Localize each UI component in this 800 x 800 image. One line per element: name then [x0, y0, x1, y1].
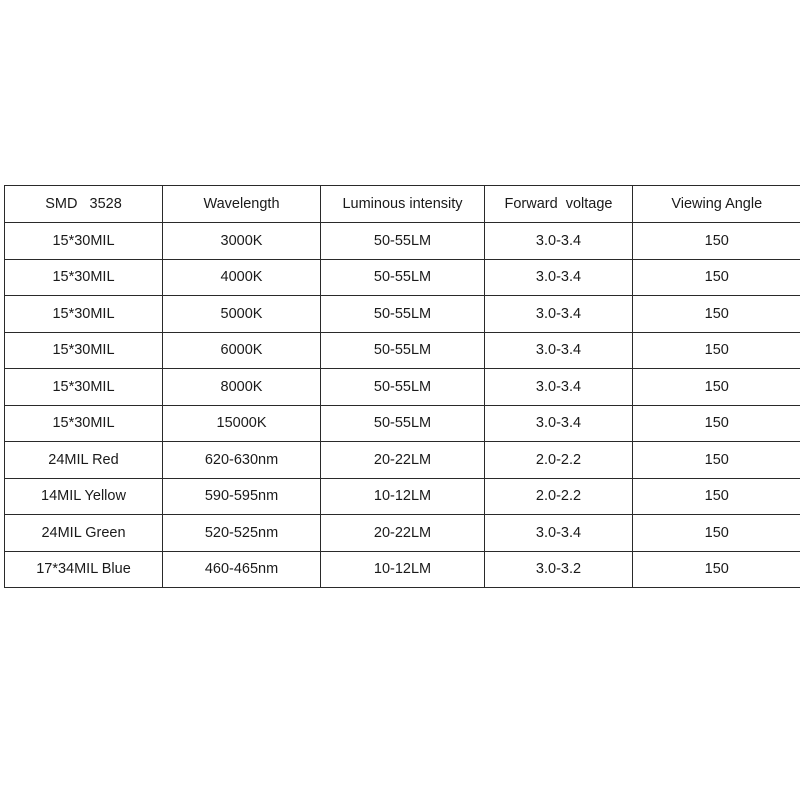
cell-forward-voltage: 2.0-2.2 [485, 478, 633, 515]
table-row [5, 223, 800, 260]
cell-forward-voltage: 3.0-3.4 [485, 405, 633, 442]
cell-forward-voltage: 3.0-3.4 [485, 259, 633, 296]
cell-viewing-angle: 150 [633, 259, 800, 296]
cell-chip-size: 15*30MIL [5, 223, 163, 260]
cell-forward-voltage: 2.0-2.2 [485, 442, 633, 479]
table-row [5, 296, 800, 333]
header-row [5, 186, 800, 223]
cell-chip-size: 17*34MIL Blue [5, 551, 163, 588]
cell-chip-size: 15*30MIL [5, 259, 163, 296]
cell-chip-size: 15*30MIL [5, 405, 163, 442]
cell-luminous-intensity: 10-12LM [321, 478, 485, 515]
table-row [5, 551, 800, 588]
cell-luminous-intensity: 50-55LM [321, 296, 485, 333]
cell-chip-size: 24MIL Red [5, 442, 163, 479]
cell-viewing-angle: 150 [633, 551, 800, 588]
cell-viewing-angle: 150 [633, 515, 800, 552]
cell-luminous-intensity: 50-55LM [321, 332, 485, 369]
led-spec-table [4, 185, 800, 588]
table-row [5, 405, 800, 442]
table-row [5, 259, 800, 296]
header-wavelength: Wavelength [163, 186, 321, 223]
cell-chip-size: 15*30MIL [5, 369, 163, 406]
table-row [5, 442, 800, 479]
cell-wavelength: 590-595nm [163, 478, 321, 515]
cell-wavelength: 5000K [163, 296, 321, 333]
cell-luminous-intensity: 50-55LM [321, 405, 485, 442]
cell-wavelength: 3000K [163, 223, 321, 260]
header-smd-model: SMD 3528 [5, 186, 163, 223]
header-viewing-angle: Viewing Angle [633, 186, 800, 223]
cell-wavelength: 520-525nm [163, 515, 321, 552]
cell-viewing-angle: 150 [633, 369, 800, 406]
header-forward-voltage: Forward voltage [485, 186, 633, 223]
cell-viewing-angle: 150 [633, 296, 800, 333]
cell-wavelength: 460-465nm [163, 551, 321, 588]
cell-forward-voltage: 3.0-3.4 [485, 296, 633, 333]
cell-forward-voltage: 3.0-3.2 [485, 551, 633, 588]
cell-luminous-intensity: 10-12LM [321, 551, 485, 588]
cell-chip-size: 14MIL Yellow [5, 478, 163, 515]
cell-forward-voltage: 3.0-3.4 [485, 332, 633, 369]
cell-forward-voltage: 3.0-3.4 [485, 515, 633, 552]
table-row [5, 478, 800, 515]
cell-viewing-angle: 150 [633, 442, 800, 479]
cell-viewing-angle: 150 [633, 405, 800, 442]
cell-chip-size: 15*30MIL [5, 296, 163, 333]
cell-wavelength: 15000K [163, 405, 321, 442]
cell-luminous-intensity: 50-55LM [321, 223, 485, 260]
table-row [5, 369, 800, 406]
cell-viewing-angle: 150 [633, 478, 800, 515]
cell-wavelength: 4000K [163, 259, 321, 296]
cell-chip-size: 15*30MIL [5, 332, 163, 369]
cell-forward-voltage: 3.0-3.4 [485, 223, 633, 260]
table-row [5, 332, 800, 369]
cell-luminous-intensity: 50-55LM [321, 259, 485, 296]
cell-viewing-angle: 150 [633, 332, 800, 369]
table-body [5, 223, 800, 588]
cell-luminous-intensity: 50-55LM [321, 369, 485, 406]
cell-luminous-intensity: 20-22LM [321, 442, 485, 479]
table-header [5, 186, 800, 223]
cell-wavelength: 8000K [163, 369, 321, 406]
cell-chip-size: 24MIL Green [5, 515, 163, 552]
header-luminous-intensity: Luminous intensity [321, 186, 485, 223]
cell-wavelength: 620-630nm [163, 442, 321, 479]
cell-luminous-intensity: 20-22LM [321, 515, 485, 552]
table-row [5, 515, 800, 552]
cell-forward-voltage: 3.0-3.4 [485, 369, 633, 406]
cell-viewing-angle: 150 [633, 223, 800, 260]
cell-wavelength: 6000K [163, 332, 321, 369]
